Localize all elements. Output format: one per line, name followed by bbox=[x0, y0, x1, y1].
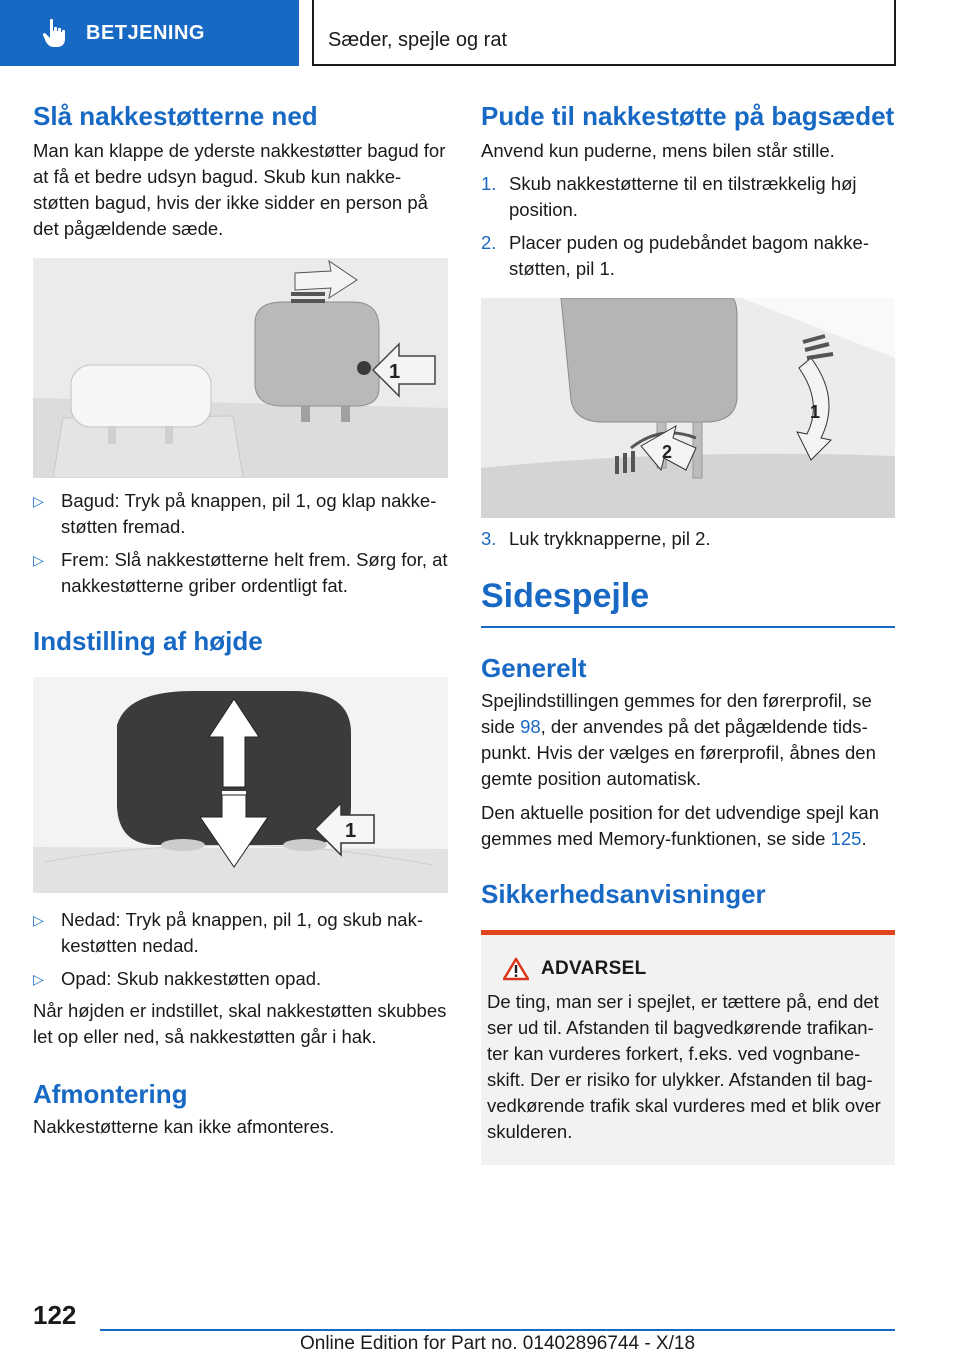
list-item: ▷ Bagud: Tryk på knappen, pil 1, og klap nakkestøtten fremad. bbox=[33, 490, 437, 537]
fold-down-list bbox=[33, 488, 448, 599]
figure-label-2: 2 bbox=[662, 442, 673, 462]
warning-text: De ting, man ser i spejlet, er tættere på, end det ser ud til. Afstanden til bagvedkørende trafikanter kan vurderes forkert, f.eks. ved vognbaneskift. Der er risiko for ulykker. Afstanden til bagvedkørende trafik skal vurderes med et blik over skulderen. bbox=[487, 991, 881, 1142]
warning-title: ADVARSEL bbox=[541, 958, 647, 979]
list-item: ▷ Opad: Skub nakkestøtten opad. bbox=[33, 966, 448, 992]
figure-label-1: 1 bbox=[389, 361, 401, 383]
height-list bbox=[33, 907, 448, 992]
heading-safety: Sikkerhedsanvisninger bbox=[481, 879, 766, 909]
cushion-steps bbox=[481, 171, 895, 282]
heading-height: Indstilling af højde bbox=[33, 626, 263, 656]
warning-header bbox=[503, 957, 889, 981]
removal-text: Nakkestøtterne kan ikke afmonteres. bbox=[33, 1116, 335, 1137]
right-column bbox=[481, 100, 895, 1165]
warning-triangle-icon bbox=[503, 957, 529, 981]
figure-cushion bbox=[481, 298, 895, 518]
list-item: 2. Placer puden og pudebåndet bagom nakkestøtten, pil 1. bbox=[481, 232, 870, 279]
headrest-height-illustration bbox=[33, 677, 448, 893]
chapter-heading: Sidespejle bbox=[481, 577, 650, 615]
figure-headrest-height bbox=[33, 677, 448, 893]
cushion-step-3 bbox=[481, 526, 895, 552]
heading-fold-down: Slå nakkestøtterne ned bbox=[33, 101, 318, 131]
warning-box bbox=[481, 930, 895, 1165]
triangle-bullet-icon: ▷ bbox=[33, 493, 44, 509]
figure-label-1: 1 bbox=[345, 820, 357, 842]
hand-pointer-icon bbox=[42, 18, 68, 48]
page-link-98[interactable]: 98 bbox=[520, 716, 541, 737]
triangle-bullet-icon: ▷ bbox=[33, 912, 44, 928]
fold-down-text: Man kan klappe de yderste nakkestøtter bagud for at få et bedre udsyn bagud. Skub kun nakkestøtten bagud, hvis der ikke sidder en person på det pågældende sæde. bbox=[33, 140, 446, 239]
headrest-fold-illustration bbox=[33, 258, 448, 478]
height-text: Når højden er indstillet, skal nakkestøtten skubbes let op eller ned, så nakkestøtten går i hak. bbox=[33, 1000, 447, 1047]
heading-removal: Afmontering bbox=[33, 1079, 188, 1109]
list-item: 3. Luk trykknapperne, pil 2. bbox=[481, 528, 711, 549]
section-label: BETJENING bbox=[86, 21, 205, 44]
triangle-bullet-icon: ▷ bbox=[33, 552, 44, 568]
general-text-2: Den aktuelle position for det udvendige spejl kan gemmes med Memory-funktionen, se side 125. bbox=[481, 802, 880, 849]
list-item: ▷ Frem: Slå nakkestøtterne helt frem. Sørg for, at nakkestøtterne griber ordentligt fat. bbox=[33, 549, 448, 596]
page-link-125[interactable]: 125 bbox=[830, 828, 862, 849]
heading-cushion: Pude til nakkestøtte på bagsædet bbox=[481, 101, 895, 131]
left-column bbox=[33, 100, 448, 1140]
list-item: ▷ Nedad: Tryk på knappen, pil 1, og skub nakkestøtten nedad. bbox=[33, 909, 424, 956]
figure-label-1: 1 bbox=[810, 402, 821, 422]
cushion-illustration bbox=[481, 298, 895, 518]
triangle-bullet-icon: ▷ bbox=[33, 971, 44, 987]
chapter-rule bbox=[481, 626, 895, 628]
page-title: Sæder, spejle og rat bbox=[312, 0, 896, 66]
page-number: 122 bbox=[33, 1300, 77, 1330]
heading-general: Generelt bbox=[481, 653, 587, 683]
figure-headrest-fold bbox=[33, 258, 448, 478]
list-item: 1. Skub nakkestøtterne til en tilstrækkelig høj position. bbox=[481, 173, 857, 220]
section-tab[interactable] bbox=[0, 0, 299, 66]
general-text-1: Spejlindstillingen gemmes for den førerprofil, se side 98, der anvendes på det pågældende tidspunkt. Hvis der vælges en førerprofil, åbnes den gemte position automatisk. bbox=[481, 690, 876, 789]
cushion-text: Anvend kun puderne, mens bilen står stille. bbox=[481, 140, 835, 161]
footer-rule bbox=[100, 1329, 895, 1331]
edition-footer: Online Edition for Part no. 01402896744 - X/18 bbox=[299, 1333, 696, 1354]
